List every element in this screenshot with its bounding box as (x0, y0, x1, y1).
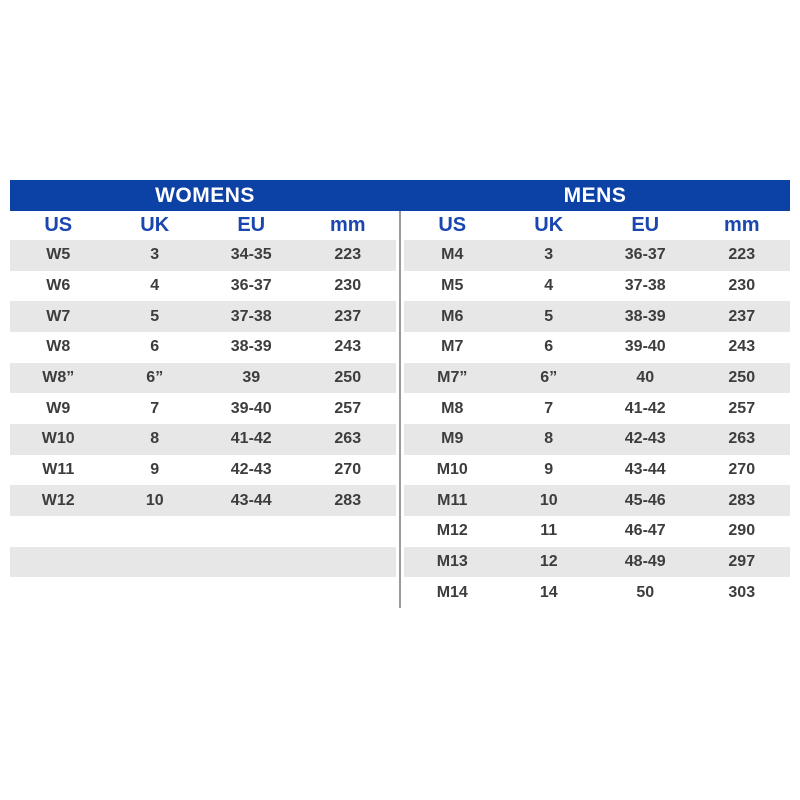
cell: 11 (540, 522, 558, 540)
cell: 37-38 (624, 276, 666, 294)
cell: 4 (150, 276, 160, 294)
cell: 283 (728, 491, 756, 509)
size-conversion-chart (10, 180, 790, 608)
cell: 250 (728, 368, 756, 386)
column-header: EU (631, 214, 660, 236)
cell: 37-38 (230, 307, 272, 325)
cell (203, 547, 300, 578)
cell (10, 577, 107, 608)
cell: M4 (441, 246, 464, 264)
cell: 270 (728, 460, 756, 478)
table-row (404, 363, 790, 394)
cell: M10 (436, 460, 468, 478)
table-row (10, 485, 396, 516)
cell: M12 (436, 522, 468, 540)
cell: 8 (544, 430, 554, 448)
cell: 230 (334, 276, 362, 294)
cell: 10 (145, 491, 164, 509)
cell: 290 (728, 522, 756, 540)
cell: 250 (334, 368, 362, 386)
cell: 7 (150, 399, 160, 417)
cell: M9 (441, 430, 464, 448)
cell: 14 (539, 583, 558, 601)
cell: 257 (334, 399, 362, 417)
cell: 283 (334, 491, 362, 509)
cell: 223 (728, 246, 756, 264)
cell: W9 (46, 399, 71, 417)
cell (300, 547, 397, 578)
cell: W12 (41, 491, 75, 509)
cell: 42-43 (624, 430, 666, 448)
cell: 5 (150, 307, 160, 325)
cell (107, 516, 204, 547)
cell: 38-39 (230, 338, 272, 356)
mens-table (404, 211, 790, 608)
cell: 6 (150, 338, 160, 356)
cell: 270 (334, 460, 362, 478)
cell: 243 (334, 338, 362, 356)
column-header-row (404, 211, 790, 240)
cell: 263 (728, 430, 756, 448)
table-row (10, 393, 396, 424)
column-header: mm (723, 214, 760, 236)
table-row (10, 240, 396, 271)
cell: 45-46 (624, 491, 666, 509)
cell: 9 (544, 460, 554, 478)
cell: 303 (728, 583, 756, 601)
column-header: mm (329, 214, 366, 236)
cell: 39-40 (230, 399, 272, 417)
table-row (10, 332, 396, 363)
cell: 257 (728, 399, 756, 417)
cell: 36-37 (624, 246, 666, 264)
cell: 12 (539, 552, 558, 570)
table-row (10, 424, 396, 455)
cell: 263 (334, 430, 362, 448)
column-header-row (10, 211, 396, 240)
table-row (10, 577, 396, 608)
cell: W6 (46, 276, 71, 294)
cell: 10 (539, 491, 558, 509)
cell: 39 (242, 368, 261, 386)
table-row (10, 363, 396, 394)
column-header: UK (534, 214, 564, 236)
cell: 43-44 (230, 491, 272, 509)
cell: 5 (544, 307, 554, 325)
cell: 237 (334, 307, 362, 325)
cell: M7” (437, 368, 468, 386)
table-row (404, 332, 790, 363)
womens-section-title: WOMENS (155, 183, 255, 207)
cell: W8” (42, 368, 75, 386)
cell (10, 547, 107, 578)
cell: 6” (146, 368, 164, 386)
cell: 43-44 (624, 460, 666, 478)
cell: M8 (441, 399, 464, 417)
cell: 48-49 (624, 552, 666, 570)
cell: 41-42 (624, 399, 666, 417)
cell: 3 (150, 246, 160, 264)
cell: 9 (150, 460, 160, 478)
cell: 230 (728, 276, 756, 294)
cell: 3 (544, 246, 554, 264)
divider-line (399, 211, 401, 608)
cell: M14 (436, 583, 468, 601)
column-header: EU (237, 214, 266, 236)
cell: 237 (728, 307, 756, 325)
table-row (404, 424, 790, 455)
column-header: US (44, 214, 73, 236)
table-row (404, 393, 790, 424)
cell: 297 (728, 552, 756, 570)
table-divider (396, 211, 404, 608)
table-row (404, 547, 790, 578)
cell: W5 (46, 246, 71, 264)
cell: M5 (441, 276, 464, 294)
table-row (404, 516, 790, 547)
table-row (10, 301, 396, 332)
cell (300, 516, 397, 547)
cell (10, 516, 107, 547)
cell: 6 (544, 338, 554, 356)
cell: 34-35 (230, 246, 272, 264)
cell (107, 547, 204, 578)
cell: M7 (441, 338, 464, 356)
cell: W10 (41, 430, 75, 448)
table-row (404, 301, 790, 332)
cell: 40 (636, 368, 655, 386)
cell: M11 (437, 491, 468, 509)
table-row (10, 516, 396, 547)
column-header: US (438, 214, 467, 236)
cell: 4 (544, 276, 554, 294)
cell: W8 (46, 338, 71, 356)
cell: 42-43 (230, 460, 272, 478)
tables-container (10, 211, 790, 608)
cell: 41-42 (230, 430, 272, 448)
table-row (404, 240, 790, 271)
cell (203, 577, 300, 608)
table-row (10, 547, 396, 578)
cell: W11 (42, 460, 75, 478)
table-row (10, 455, 396, 486)
table-row (404, 577, 790, 608)
chart-title-bar (10, 180, 790, 211)
cell: 7 (544, 399, 554, 417)
cell: 223 (334, 246, 362, 264)
cell: 39-40 (624, 338, 666, 356)
column-header: UK (140, 214, 170, 236)
table-row (404, 485, 790, 516)
cell: 46-47 (624, 522, 666, 540)
cell: 243 (728, 338, 756, 356)
womens-table (10, 211, 396, 608)
cell (203, 516, 300, 547)
cell: 50 (636, 583, 655, 601)
cell (107, 577, 204, 608)
cell: 6” (540, 368, 558, 386)
mens-section-title: MENS (563, 183, 627, 207)
cell (300, 577, 397, 608)
table-row (404, 271, 790, 302)
cell: 36-37 (230, 276, 272, 294)
cell: M6 (441, 307, 464, 325)
table-row (10, 271, 396, 302)
cell: W7 (46, 307, 71, 325)
table-row (404, 455, 790, 486)
cell: 8 (150, 430, 160, 448)
cell: M13 (436, 552, 468, 570)
cell: 38-39 (624, 307, 666, 325)
